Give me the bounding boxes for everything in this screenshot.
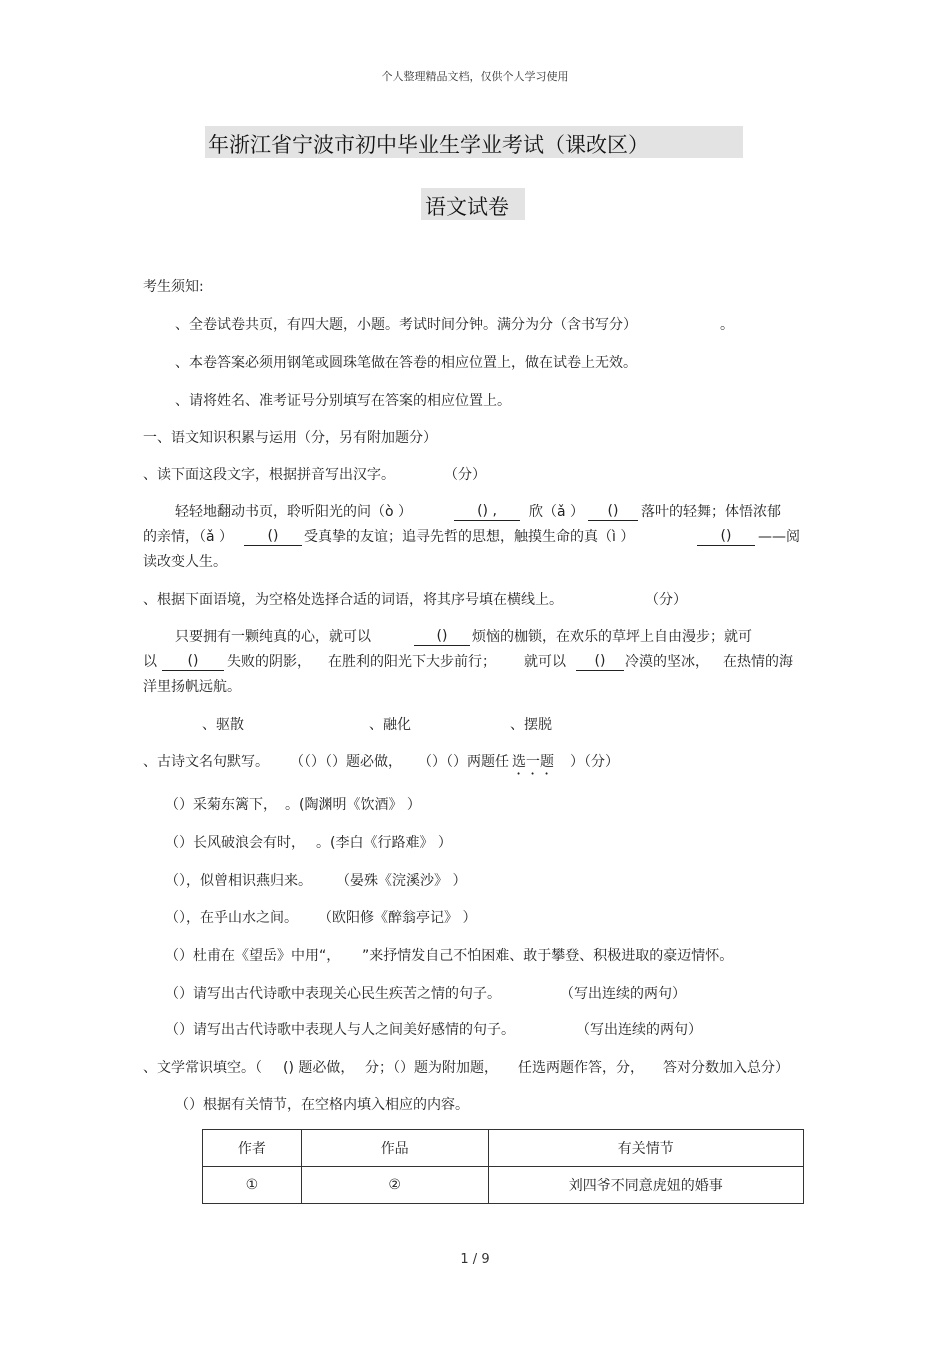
page-subtitle: 语文试卷: [425, 195, 509, 219]
q2-line2-e: 冷漠的坚冰，: [625, 654, 709, 670]
notice-item-3: 、请将姓名、准考证号分别填写在答案的相应位置上。: [175, 393, 511, 409]
q4-stem-d: 任选两题作答，分，: [518, 1060, 644, 1076]
q2-blank-2[interactable]: (): [162, 652, 224, 671]
q2-line2-a: 以: [143, 654, 157, 670]
q2-line2-f: 在热情的海: [723, 654, 793, 670]
q3-item-4: （），在乎山水之间。: [165, 910, 298, 926]
q2-line1-b: 烦恼的枷锁，在欢乐的草坪上自由漫步；就可: [472, 629, 752, 645]
q3-item-2: （）长风破浪会有时，: [165, 835, 305, 851]
q3-item-6: （）请写出古代诗歌中表现关心民生疾苦之情的句子。: [165, 986, 501, 1002]
q3-item-6-note: （写出连续的两句）: [560, 986, 686, 1002]
q1-line3: 读改变人生。: [143, 554, 227, 570]
q3-item-4-source: （欧阳修《醉翁亭记》 ）: [318, 910, 477, 926]
q3-item-2-source: 。(李白《行路难》 ）: [316, 835, 452, 851]
q3-item-7-note: （写出连续的两句）: [576, 1022, 702, 1038]
q4-stem-b: () 题必做，: [283, 1060, 355, 1076]
q1-line2-a: 的亲情，（ǎ ）: [143, 529, 234, 545]
q3-item-7: （）请写出古代诗歌中表现人与人之间美好感情的句子。: [165, 1022, 515, 1038]
q4-sub-instruction: （）根据有关情节，在空格内填入相应的内容。: [175, 1097, 469, 1113]
notice-trailing-mark: 。: [720, 317, 734, 333]
q3-item-1-source: 。(陶渊明《饮酒》 ）: [285, 797, 421, 813]
q2-option-3: 、摆脱: [510, 717, 552, 733]
q3-item-5: （）杜甫在《望岳》中用“，: [165, 948, 341, 964]
notice-heading: 考生须知:: [143, 279, 204, 295]
q3-item-3: （），似曾相识燕归来。: [165, 873, 312, 889]
q2-option-2: 、融化: [369, 717, 411, 733]
q2-option-1: 、驱散: [202, 717, 244, 733]
page-title: 年浙江省宁波市初中毕业生学业考试（课改区）: [208, 133, 649, 157]
q1-blank-3[interactable]: (): [244, 527, 302, 546]
table-cell-plot: 刘四爷不同意虎妞的婚事: [488, 1167, 803, 1204]
section-heading: 一、语文知识积累与运用（分，另有附加题分）: [143, 430, 437, 446]
page-number: 1 / 9: [460, 1252, 490, 1267]
table-header-author: 作者: [203, 1130, 302, 1167]
q1-stem: 、读下面这段文字，根据拼音写出汉字。: [143, 467, 395, 483]
q3-stem-b: （（）（）题必做，: [290, 754, 402, 770]
q1-blank-1[interactable]: () ,: [454, 502, 520, 521]
q3-stem-a: 、古诗文名句默写。: [143, 754, 269, 770]
q2-score: （分）: [645, 592, 687, 608]
q4-stem-c: 分；（）题为附加题，: [365, 1060, 498, 1076]
q3-item-3-source: （晏殊《浣溪沙》 ）: [336, 873, 467, 889]
q4-stem-e: 答对分数加入总分）: [663, 1060, 789, 1076]
q3-item-1: （）采菊东篱下，: [165, 797, 277, 813]
table-cell-work[interactable]: ②: [301, 1167, 488, 1204]
q2-line2-b: 失败的阴影，: [227, 654, 311, 670]
q1-blank-4[interactable]: (): [697, 527, 755, 546]
notice-item-2: 、本卷答案必须用钢笔或圆珠笔做在答卷的相应位置上，做在试卷上无效。: [175, 355, 637, 371]
q1-blank-2[interactable]: (): [588, 502, 638, 521]
q3-stem-d: ）（分）: [570, 754, 619, 770]
table-cell-author[interactable]: ①: [203, 1167, 302, 1204]
q1-line1-b: 欣（ǎ ）: [529, 504, 585, 520]
q2-line2-c: 在胜利的阳光下大步前行；: [328, 654, 496, 670]
table-header-plot: 有关情节: [488, 1130, 803, 1167]
table-header-work: 作品: [301, 1130, 488, 1167]
q1-line2-c: ——阅: [758, 529, 800, 545]
q1-line1-c: 落叶的轻舞；体悟浓郁: [641, 504, 781, 520]
q2-line2-d: 就可以: [524, 654, 566, 670]
q2-stem: 、根据下面语境，为空格处选择合适的词语，将其序号填在横线上。: [143, 592, 563, 608]
q3-item-5-rest: ”来抒情发自己不怕困难、敢于攀登、积极进取的豪迈情怀。: [362, 948, 734, 964]
q1-line2-b: 受真挚的友谊；追寻先哲的思想，触摸生命的真（ì ）: [304, 529, 635, 545]
table-header-row: [203, 1130, 804, 1167]
literature-table: [202, 1129, 804, 1204]
table-row: [203, 1167, 804, 1204]
q1-score: （分）: [444, 467, 486, 483]
q4-stem-a: 、文学常识填空。（: [143, 1060, 262, 1076]
q1-line1-a: 轻轻地翻动书页，聆听阳光的问（ò ）: [175, 504, 413, 520]
q3-stem-c: （）（）两题任: [418, 754, 509, 770]
q2-line1-a: 只要拥有一颗纯真的心，就可以: [175, 629, 371, 645]
q2-blank-3[interactable]: (): [576, 652, 624, 671]
q3-stem-emphasis: 选一题: [512, 754, 554, 770]
notice-item-1: 、全卷试卷共页，有四大题，小题。考试时间分钟。满分为分（含书写分）: [175, 317, 637, 333]
page-header: 个人整理精品文档，仅供个人学习使用: [381, 70, 569, 83]
q2-blank-1[interactable]: (): [414, 627, 470, 646]
q2-line3: 洋里扬帆远航。: [143, 679, 241, 695]
